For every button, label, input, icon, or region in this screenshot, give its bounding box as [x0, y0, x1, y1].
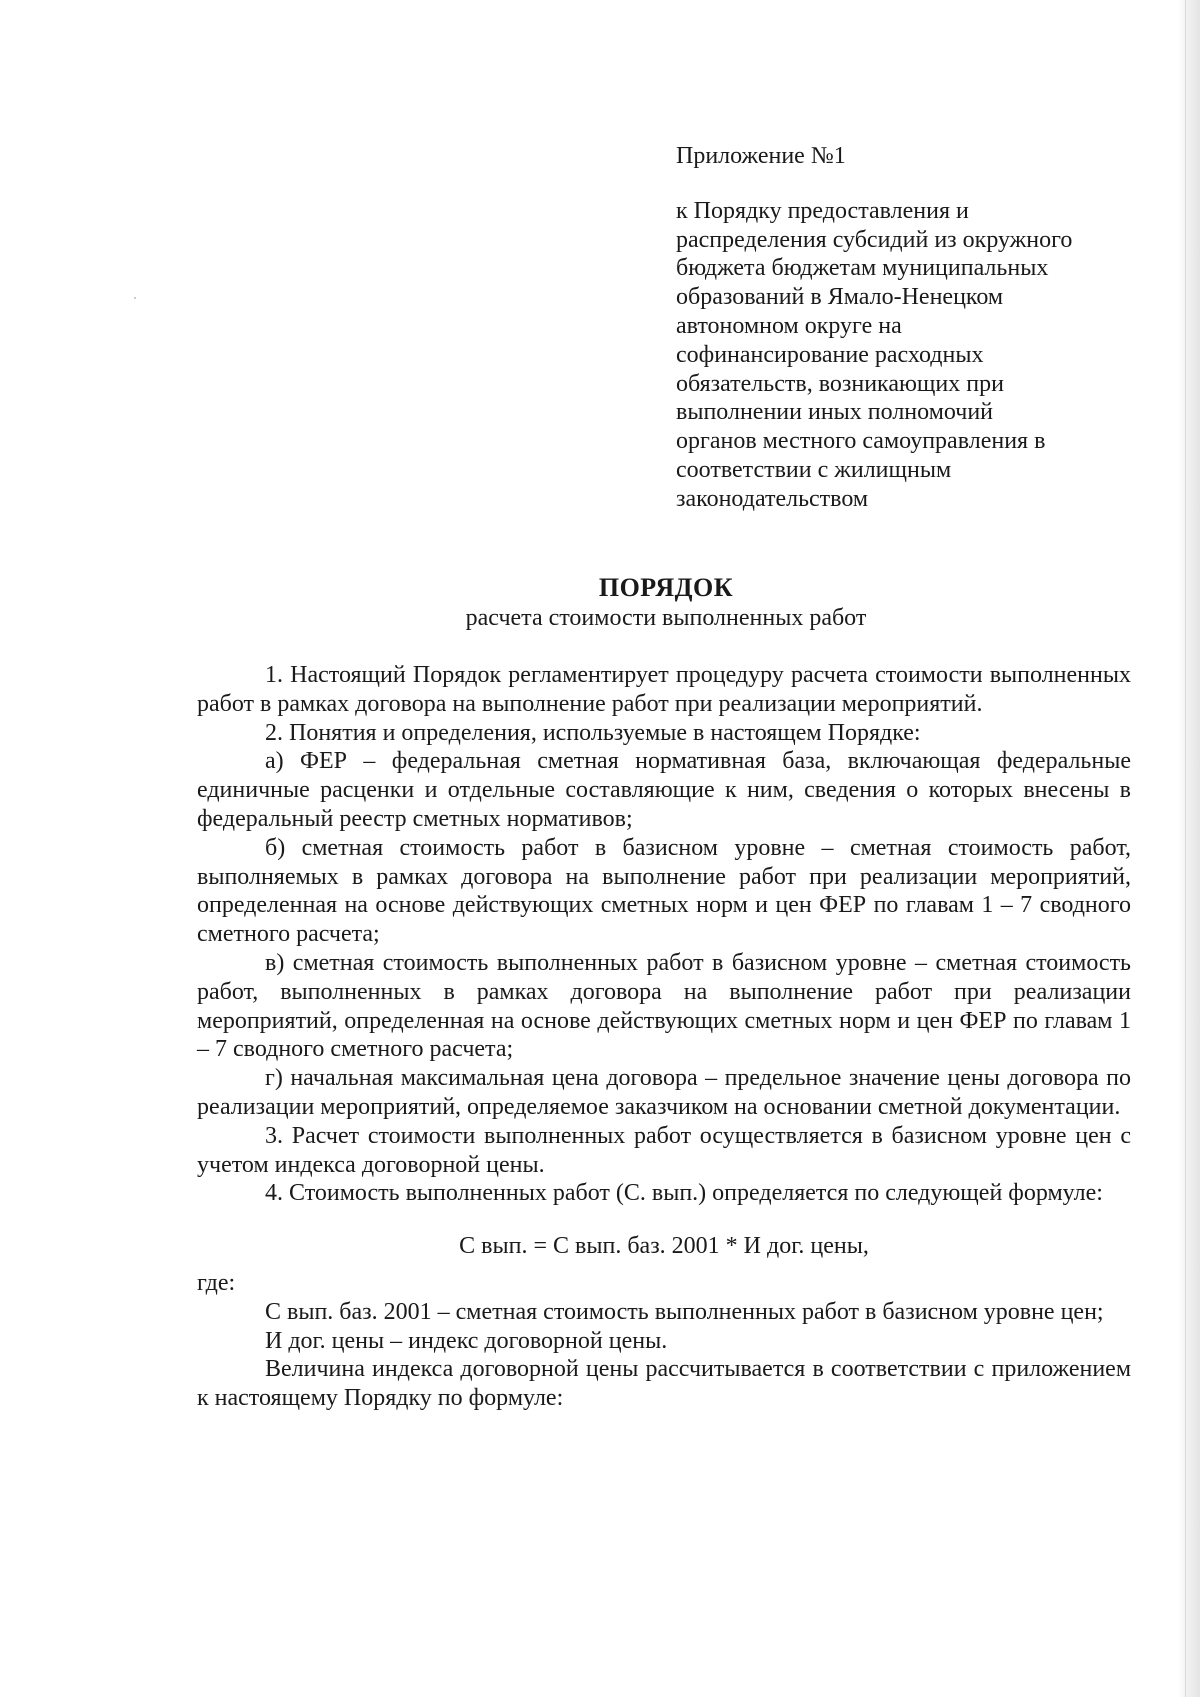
attachment-line: распределения субсидий из окружного [676, 226, 1073, 253]
attachment-line: выполнении иных полномочий [676, 399, 994, 426]
attachment-number: Приложение №1 [676, 143, 846, 169]
formula-definition-1: С вып. баз. 2001 – сметная стоимость выполненных работ в базисном уровне цен; [265, 1298, 1104, 1325]
definition-a: а) ФЕР – федеральная сметная нормативная база, включающая федеральные единичные расценки и отдельные составляющие к ним, сведения о которых внесены в федеральный реестр сметных нормативов; [197, 748, 1131, 832]
attachment-line: образований в Ямало-Ненецком [676, 284, 1004, 311]
cost-formula: С вып. = С вып. баз. 2001 * И дог. цены, [459, 1233, 869, 1260]
attachment-description [676, 197, 1146, 514]
attachment-line: софинансирование расходных [676, 341, 984, 368]
definition-c: в) сметная стоимость выполненных работ в базисном уровне – сметная стоимость работ, выполненных в рамках договора на выполнение работ при реализации мероприятий, определенная на основе действующих сметных норм и цен ФЕР по главам 1 – 7 сводного сметного расчета; [197, 949, 1131, 1063]
attachment-line: автономном округе на [676, 312, 902, 339]
document-body [197, 661, 1131, 1413]
attachment-line: бюджета бюджетам муниципальных [676, 255, 1049, 282]
scan-page-edge [1178, 0, 1200, 1697]
attachment-line: обязательств, возникающих при [676, 370, 1004, 397]
paragraph-2: 2. Понятия и определения, используемые в настоящем Порядке: [265, 719, 921, 746]
definition-b: б) сметная стоимость работ в базисном уровне – сметная стоимость работ, выполняемых в рамках договора на выполнение работ при реализации мероприятий, определенная на основе действующих сметных норм и цен ФЕР по главам 1 – 7 сводного сметного расчета; [197, 834, 1131, 948]
paragraph-5: Величина индекса договорной цены рассчитывается в соответствии с приложением к настоящему Порядку по формуле: [197, 1356, 1131, 1412]
where-label: где: [197, 1269, 236, 1296]
document-title: ПОРЯДОК [598, 573, 734, 602]
scan-speck [134, 297, 136, 299]
formula-definition-2: И дог. цены – индекс договорной цены. [265, 1327, 668, 1354]
paragraph-3: 3. Расчет стоимости выполненных работ осуществляется в базисном уровне цен с учетом индекса договорной цены. [197, 1122, 1131, 1178]
paragraph-1: 1. Настоящий Порядок регламентирует процедуру расчета стоимости выполненных работ в рамках договора на выполнение работ при реализации мероприятий. [197, 662, 1131, 717]
attachment-line: соответствии с жилищным [676, 456, 952, 483]
attachment-line: к Порядку предоставления и [676, 197, 969, 224]
document-subtitle: расчета стоимости выполненных работ [465, 605, 867, 631]
definition-d: г) начальная максимальная цена договора – предельное значение цены договора по реализации мероприятий, определяемое заказчиком на основании сметной документации. [197, 1065, 1131, 1120]
paragraph-4: 4. Стоимость выполненных работ (С. вып.) определяется по следующей формуле: [265, 1180, 1103, 1207]
attachment-line: законодательством [676, 485, 869, 512]
attachment-header [676, 142, 1146, 514]
scan-edge-line [1185, 0, 1186, 1697]
attachment-line: органов местного самоуправления в [676, 428, 1046, 455]
